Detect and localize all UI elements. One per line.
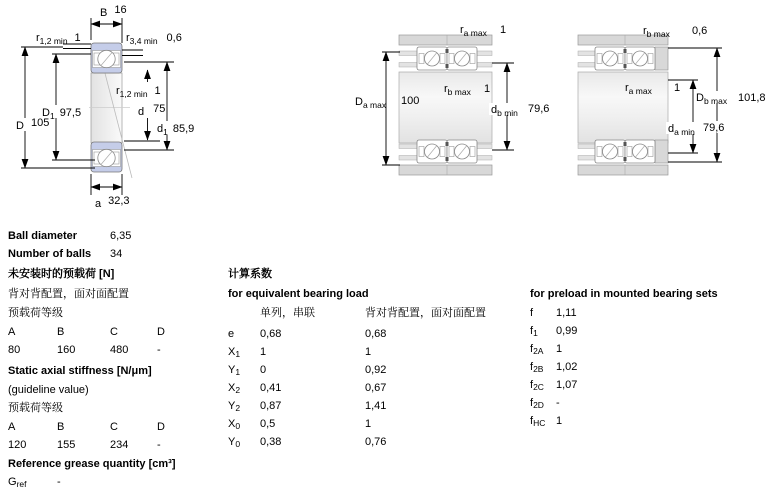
- dim-value-ra: 1: [674, 82, 681, 94]
- figure-mounted-set-right: [575, 20, 775, 190]
- dim-label-r12-top: $r_{1,2 min}$ 1: [36, 32, 81, 46]
- dim-label-ra: $r_{a max}$: [460, 24, 487, 38]
- calc-row-v2: 0,76: [365, 436, 387, 448]
- calc-row-symbol: $X_1$: [228, 346, 241, 359]
- col-header: A: [8, 326, 16, 338]
- calc-row-v2: 1,41: [365, 400, 387, 412]
- calc-row-v1: 0,41: [260, 382, 282, 394]
- grease-symbol-sub: ref: [16, 479, 27, 489]
- dim-label-Db: $D_{b max}$: [696, 92, 728, 106]
- calc-row-v1: 0,5: [260, 418, 276, 430]
- calc-row-symbol: $Y_2$: [228, 400, 241, 413]
- outer-ring-top: [91, 43, 122, 73]
- calc-row-v2: 1: [365, 418, 372, 430]
- number-of-balls-label: Number of balls: [8, 248, 92, 260]
- stiffness-class-label: 预载荷等级: [8, 402, 63, 414]
- figure-single-bearing-section: [0, 0, 212, 220]
- dim-label-rb: $r_{b max}$: [444, 83, 471, 97]
- housing-spacer-top: [655, 47, 668, 70]
- calc-col1-header: 单列，串联: [260, 307, 315, 319]
- cell-value: 160: [57, 344, 76, 356]
- calc-row-symbol: $X_2$: [228, 382, 241, 395]
- preload-class-label: 预载荷等级: [8, 307, 63, 319]
- cell-value: 120: [8, 439, 27, 451]
- dim-value-Da: 100: [401, 95, 420, 107]
- grease-title: Reference grease quantity [cm³]: [8, 458, 176, 470]
- preload-unmounted-title: 未安装时的预载荷 [N]: [8, 268, 115, 280]
- calc-row-symbol: $X_0$: [228, 418, 241, 431]
- calc-row-v1: 1: [260, 346, 267, 358]
- calc-subtitle: for equivalent bearing load: [228, 288, 369, 300]
- calc-row-v1: 0,68: [260, 328, 282, 340]
- dim-value-da: 79,6: [703, 122, 725, 134]
- calc-row-symbol: $Y_0$: [228, 436, 241, 449]
- cell-value: 480: [110, 344, 129, 356]
- grease-symbol: [8, 476, 26, 489]
- calc-row-v2: 0,67: [365, 382, 387, 394]
- dim-value-rb: 0,6: [692, 25, 708, 37]
- dim-value-db: 79,6: [528, 103, 550, 115]
- factor-value: 1: [556, 343, 563, 355]
- dim-label-r34: $r_{3,4 min}$ 0,6: [126, 32, 182, 46]
- cell-value: 80: [8, 344, 21, 356]
- preload-mounted-title: for preload in mounted bearing sets: [530, 288, 718, 300]
- cell-value: 234: [110, 439, 129, 451]
- factor-symbol: $f_1$: [530, 325, 538, 338]
- factor-symbol: $f_{2D}$: [530, 397, 544, 410]
- dim-label-r12-mid: $r_{1,2 min}$ 1: [116, 85, 161, 99]
- dim-label-B: B 16: [100, 4, 127, 19]
- factor-symbol: $f_{HC}$: [530, 415, 546, 428]
- factor-value: 1: [556, 415, 563, 427]
- factor-symbol: f: [530, 307, 534, 319]
- factor-symbol: $f_{2C}$: [530, 379, 544, 392]
- col-header: D: [157, 421, 165, 433]
- factor-value: 0,99: [556, 325, 578, 337]
- figure-mounted-set-left: [340, 20, 575, 190]
- dim-value-ra: 1: [500, 24, 507, 36]
- factor-value: -: [556, 397, 560, 409]
- dim-label-Da: $D_{a max}$: [355, 96, 387, 110]
- cell-value: -: [157, 439, 161, 451]
- col-header: B: [57, 421, 65, 433]
- factor-value: 1,02: [556, 361, 578, 373]
- outer-ring-bottom: [91, 142, 122, 172]
- grease-symbol-main: G: [8, 476, 17, 488]
- dim-label-D1: $D_1$ 97,5: [42, 107, 82, 121]
- dim-label-db: $d_{b min}$: [491, 104, 518, 118]
- col-header: D: [157, 326, 165, 338]
- ball-diameter-label: Ball diameter: [8, 230, 78, 242]
- calc-row-symbol: $Y_1$: [228, 364, 241, 377]
- col-header: A: [8, 421, 16, 433]
- col-header: C: [110, 421, 118, 433]
- dim-value-rb: 1: [484, 83, 491, 95]
- calc-row-v2: 1: [365, 346, 372, 358]
- dim-label-a: a 32,3: [95, 195, 130, 210]
- factor-symbol: $f_{2B}$: [530, 361, 544, 374]
- calc-title: 计算系数: [228, 268, 272, 280]
- calc-row-symbol: e: [228, 328, 235, 340]
- stiffness-title: Static axial stiffness [N/μm]: [8, 365, 152, 377]
- calc-row-v2: 0,68: [365, 328, 387, 340]
- factor-symbol: $f_{2A}$: [530, 343, 544, 356]
- dim-label-da: $d_{a min}$: [668, 123, 695, 137]
- col-header: B: [57, 326, 65, 338]
- cell-value: 155: [57, 439, 76, 451]
- preload-unmounted-subtitle: 背对背配置，面对面配置: [8, 288, 129, 300]
- bearing-cross-section: [88, 43, 132, 178]
- dim-label-d1: $d_1$ 85,9: [157, 123, 195, 137]
- dim-label-ra: $r_{a max}$: [625, 82, 652, 96]
- dim-value-Db: 101,8: [738, 92, 766, 104]
- calc-row-v1: 0,87: [260, 400, 282, 412]
- factor-value: 1,07: [556, 379, 578, 391]
- calc-row-v1: 0: [260, 364, 267, 376]
- grease-value: -: [57, 476, 61, 488]
- calc-row-v2: 0,92: [365, 364, 387, 376]
- col-header: C: [110, 326, 118, 338]
- stiffness-subtitle: (guideline value): [8, 384, 89, 396]
- number-of-balls-value: 34: [110, 248, 123, 260]
- housing-spacer-bottom: [655, 140, 668, 163]
- calc-row-v1: 0,38: [260, 436, 282, 448]
- ball-diameter-value: 6,35: [110, 230, 132, 242]
- cell-value: -: [157, 344, 161, 356]
- dim-label-rb: $r_{b max}$: [643, 25, 670, 39]
- calc-col2-header: 背对背配置，面对面配置: [365, 307, 486, 319]
- dim-label-d: d 75: [138, 103, 166, 118]
- dim-label-D: D 105: [16, 117, 50, 132]
- factor-value: 1,11: [556, 307, 577, 319]
